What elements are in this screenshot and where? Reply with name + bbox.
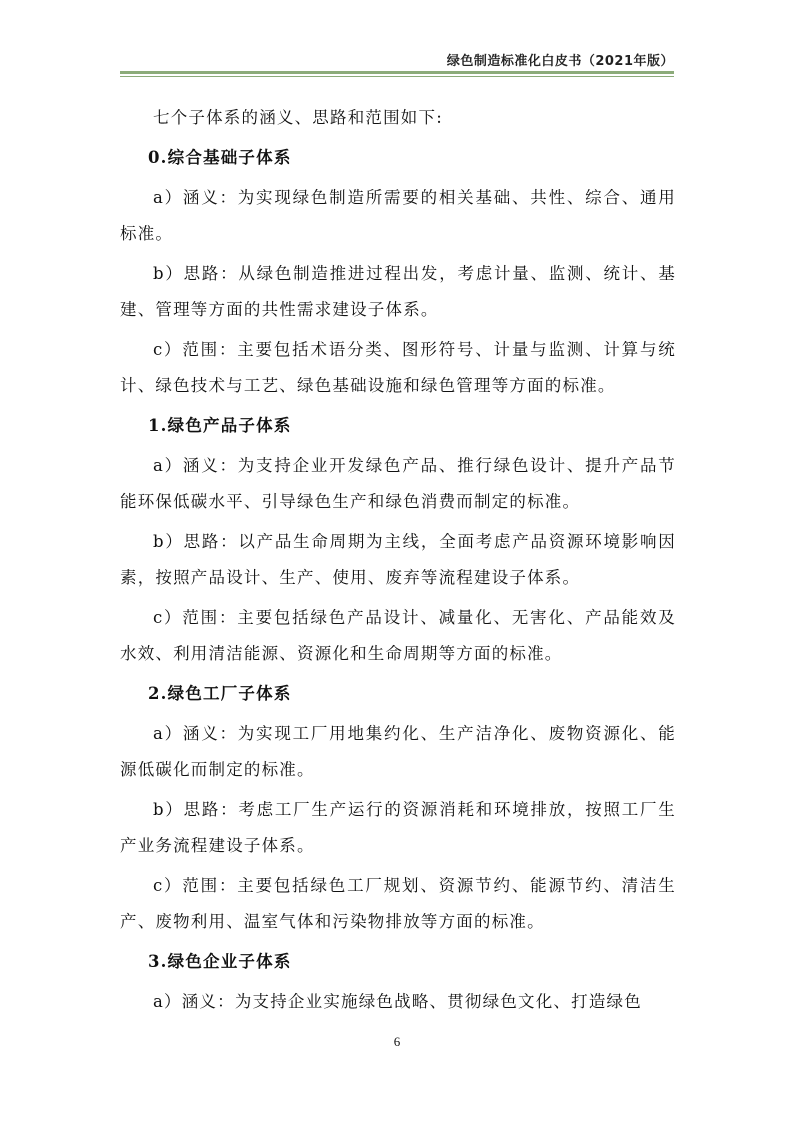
section-0-scope: c）范围：主要包括术语分类、图形符号、计量与监测、计算与统计、绿色技术与工艺、绿色基础设施和绿色管理等方面的标准。 bbox=[120, 340, 676, 395]
header-rule-thin bbox=[120, 76, 674, 77]
section-3-meaning: a）涵义：为支持企业实施绿色战略、贯彻绿色文化、打造绿色 bbox=[153, 992, 642, 1011]
section-heading-1: 1.绿色产品子体系 bbox=[148, 416, 292, 435]
running-header: 绿色制造标准化白皮书（2021年版） bbox=[446, 54, 674, 69]
section-1-scope: c）范围：主要包括绿色产品设计、减量化、无害化、产品能效及水效、利用清洁能源、资源化和生命周期等方面的标准。 bbox=[120, 608, 676, 663]
section-heading-0: 0.综合基础子体系 bbox=[148, 148, 292, 167]
intro-paragraph: 七个子体系的涵义、思路和范围如下: bbox=[153, 108, 443, 127]
section-0-approach: b）思路：从绿色制造推进过程出发，考虑计量、监测、统计、基建、管理等方面的共性需求建设子体系。 bbox=[120, 264, 676, 319]
section-1-approach: b）思路：以产品生命周期为主线，全面考虑产品资源环境影响因素，按照产品设计、生产、使用、废弃等流程建设子体系。 bbox=[120, 532, 676, 587]
section-2-meaning: a）涵义：为实现工厂用地集约化、生产洁净化、废物资源化、能源低碳化而制定的标准。 bbox=[120, 724, 676, 779]
section-2-approach: b）思路：考虑工厂生产运行的资源消耗和环境排放，按照工厂生产业务流程建设子体系。 bbox=[120, 800, 676, 855]
header-rule-thick bbox=[120, 71, 674, 74]
page-body bbox=[120, 100, 676, 1020]
page-number: 6 bbox=[393, 1034, 401, 1049]
section-2-scope: c）范围：主要包括绿色工厂规划、资源节约、能源节约、清洁生产、废物利用、温室气体和污染物排放等方面的标准。 bbox=[120, 876, 676, 931]
section-0-meaning: a）涵义：为实现绿色制造所需要的相关基础、共性、综合、通用标准。 bbox=[120, 188, 676, 243]
section-heading-2: 2.绿色工厂子体系 bbox=[148, 684, 292, 703]
section-heading-3: 3.绿色企业子体系 bbox=[148, 952, 292, 971]
section-1-meaning: a）涵义：为支持企业开发绿色产品、推行绿色设计、提升产品节能环保低碳水平、引导绿色生产和绿色消费而制定的标准。 bbox=[120, 456, 676, 511]
